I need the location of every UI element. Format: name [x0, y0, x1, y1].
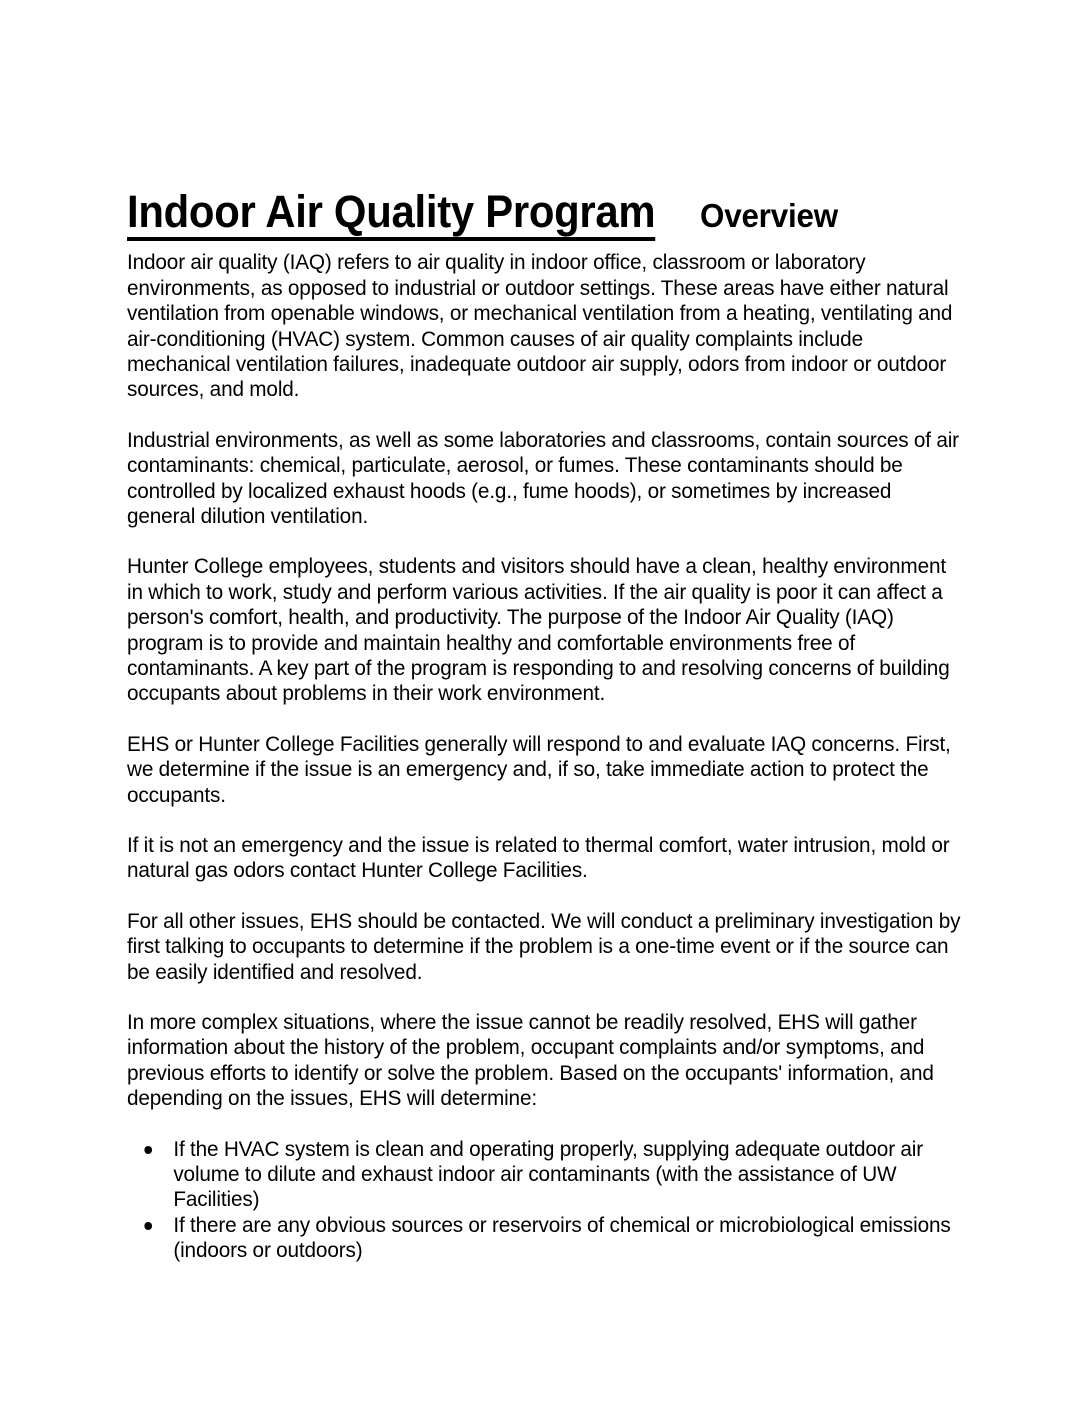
paragraph: EHS or Hunter College Facilities generally will respond to and evaluate IAQ concerns. First, we determine if the issue is an emergency and, if so, take immediate action to protect the occupants. — [127, 731, 951, 807]
paragraph: Hunter College employees, students and visitors should have a clean, healthy environment in which to work, study and perform various activities. If the air quality is poor it can affect a person's comfort, health, and productivity. The purpose of the Indoor Air Quality (IAQ) program is to provide and maintain healthy and comfortable environments free of contaminants. A key part of the program is responding to and resolving concerns of building occupants about problems in their work environment. — [127, 554, 950, 706]
section-heading-overview: Overview — [699, 197, 838, 234]
paragraph: Indoor air quality (IAQ) refers to air quality in indoor office, classroom or laboratory environments, as opposed to industrial or outdoor settings. These areas have either natural ventilation from openable windows, or mechanical ventilation from a heating, ventilating and air-conditioning (HVAC) system. Common causes of air quality complaints include mechanical ventilation failures, inadequate outdoor air supply, odors from indoor or outdoor sources, and mold. — [127, 250, 953, 402]
paragraph: Industrial environments, as well as some laboratories and classrooms, contain sources of air contaminants: chemical, particulate, aerosol, or fumes. These contaminants should be controlled by localized exhaust hoods (e.g., fume hoods), or sometimes by increased general dilution ventilation. — [127, 427, 959, 528]
page-title: Indoor Air Quality Program — [127, 188, 655, 241]
list-item — [127, 1213, 976, 1264]
list-item-label: If there are any obvious sources or reservoirs of chemical or microbiological emissions (indoors or outdoors) — [173, 1212, 951, 1263]
bullet-dot-icon — [144, 1222, 152, 1230]
paragraph: If it is not an emergency and the issue is related to thermal comfort, water intrusion, mold or natural gas odors contact Hunter College Facilities. — [127, 833, 950, 883]
list-item-label: If the HVAC system is clean and operating properly, supplying adequate outdoor air volume to dilute and exhaust indoor air contaminants (with the assistance of UW Facilities) — [173, 1136, 924, 1212]
document-content — [127, 160, 963, 1264]
paragraph: For all other issues, EHS should be contacted. We will conduct a preliminary investigation by first talking to occupants to determine if the problem is a one-time event or if the source can be easily identified and resolved. — [127, 908, 961, 984]
paragraph: In more complex situations, where the issue cannot be readily resolved, EHS will gather information about the history of the problem, occupant complaints and/or symptoms, and previous efforts to identify or solve the problem. Based on the occupants' information, and depending on the issues, EHS will determine: — [127, 1010, 934, 1111]
list-item — [127, 1137, 976, 1213]
determination-bullet-list — [127, 1137, 976, 1264]
paragraph-list — [127, 250, 963, 1111]
bullet-dot-icon — [144, 1146, 152, 1154]
